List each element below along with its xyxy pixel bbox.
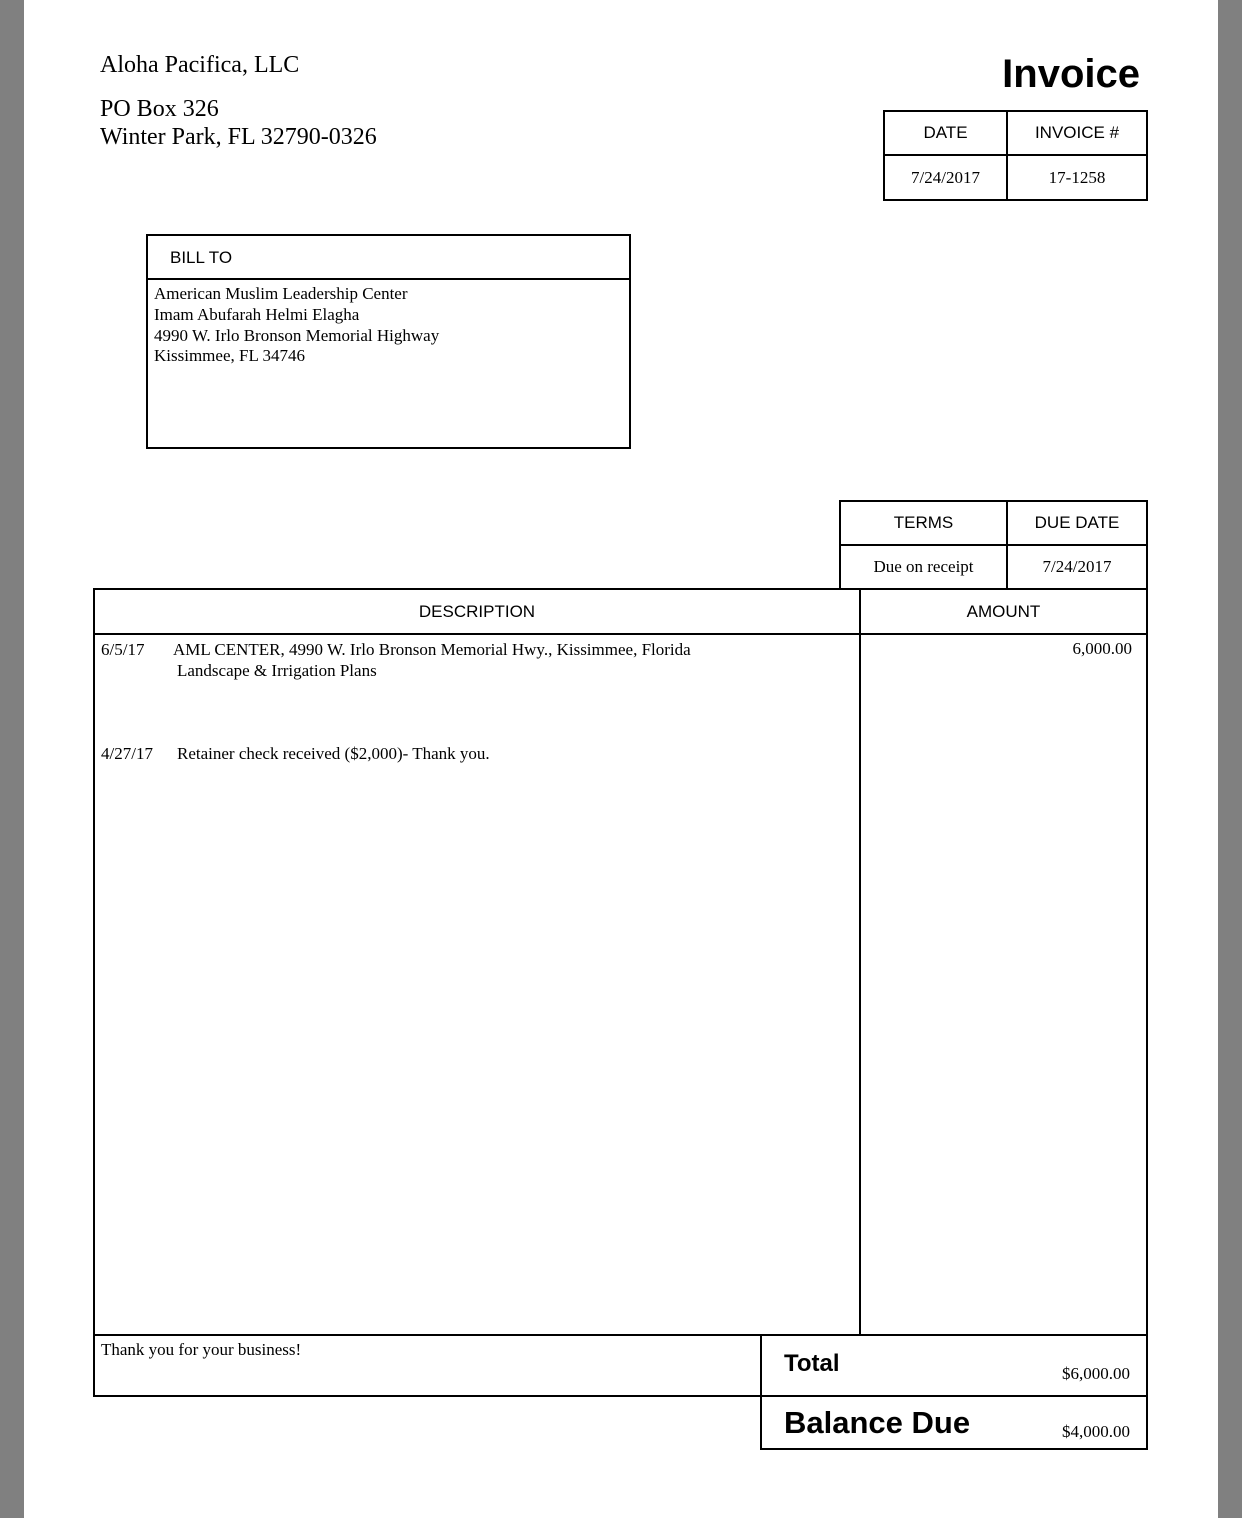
invoice-title: Invoice <box>1002 52 1140 96</box>
invoice-number-value-cell <box>1006 154 1148 201</box>
balance-due-label: Balance Due <box>784 1405 971 1440</box>
line-item-date: 4/27/17 <box>101 744 153 763</box>
bill-to-line: Imam Abufarah Helmi Elagha <box>154 304 360 324</box>
bill-to-line: American Muslim Leadership Center <box>154 284 408 303</box>
line-item-description: AML CENTER, 4990 W. Irlo Bronson Memorial Hwy., Kissimmee, Florida <box>173 640 691 659</box>
company-address-line2: Winter Park, FL 32790-0326 <box>100 124 377 150</box>
due-date-value: 7/24/2017 <box>1042 557 1112 576</box>
line-item-description-continued: Landscape & Irrigation Plans <box>177 661 377 680</box>
bill-to-line: 4990 W. Irlo Bronson Memorial Highway <box>154 325 440 345</box>
due-date-header-label: DUE DATE <box>1034 513 1120 532</box>
invoice-date-value: 7/24/2017 <box>911 167 980 187</box>
bill-to-body <box>146 278 631 449</box>
date-value-cell <box>883 154 1008 201</box>
balance-due-value: $4,000.00 <box>1062 1422 1130 1441</box>
line-item-date: 6/5/17 <box>101 640 145 659</box>
total-label: Total <box>784 1350 840 1377</box>
total-box <box>760 1334 1148 1397</box>
bill-to-address <box>154 284 439 367</box>
invoice-number-header-cell <box>1006 110 1148 156</box>
thank-you-note-box <box>93 1334 762 1397</box>
due-date-header-cell <box>1006 500 1148 546</box>
date-header-label: DATE <box>923 123 968 142</box>
terms-header-label: TERMS <box>893 513 954 532</box>
description-header-label: DESCRIPTION <box>418 601 536 621</box>
due-date-value-cell <box>1006 544 1148 590</box>
terms-header-cell <box>839 500 1008 546</box>
bill-to-line: Kissimmee, FL 34746 <box>154 346 305 366</box>
amount-header-cell <box>859 588 1148 635</box>
description-column <box>93 633 861 1336</box>
amount-header-label: AMOUNT <box>966 601 1041 621</box>
bill-to-header <box>146 234 631 280</box>
amount-column <box>859 633 1148 1336</box>
total-value: $6,000.00 <box>1062 1364 1130 1383</box>
invoice-page <box>24 0 1218 1518</box>
company-name: Aloha Pacifica, LLC <box>100 52 300 78</box>
invoice-number-header-label: INVOICE # <box>1034 123 1120 142</box>
company-address-line1: PO Box 326 <box>100 96 219 122</box>
terms-value-cell <box>839 544 1008 590</box>
description-header-cell <box>93 588 861 635</box>
terms-value: Due on receipt <box>873 557 974 576</box>
line-item-description: Retainer check received ($2,000)- Thank you. <box>177 744 490 763</box>
thank-you-note: Thank you for your business! <box>101 1340 302 1359</box>
invoice-number-value: 17-1258 <box>1048 167 1106 187</box>
bill-to-label: BILL TO <box>170 248 233 267</box>
line-item-amount: 6,000.00 <box>1072 639 1132 658</box>
date-header-cell <box>883 110 1008 156</box>
balance-due-box <box>760 1395 1148 1450</box>
